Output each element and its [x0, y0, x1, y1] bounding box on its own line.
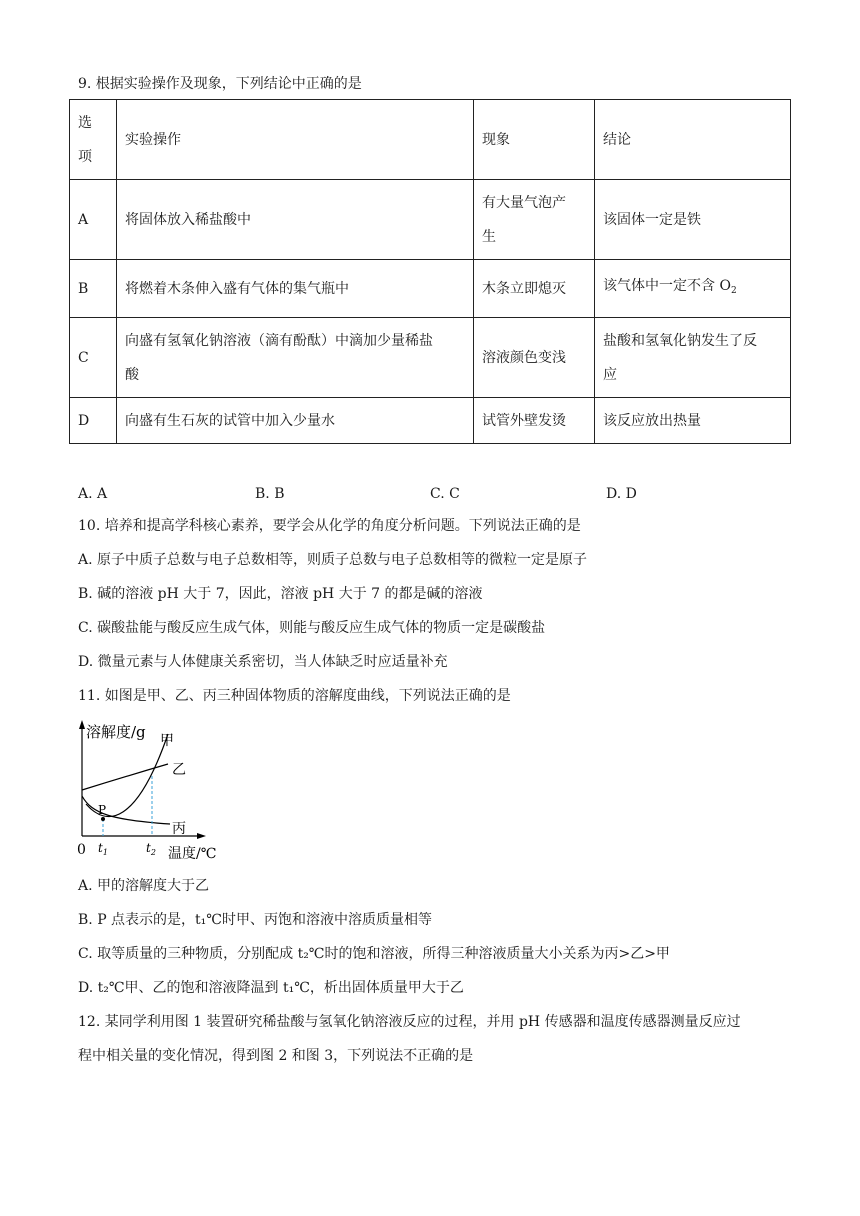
origin-label: 0 — [77, 842, 86, 858]
row-operation: 将燃着木条伸入盛有气体的集气瓶中 — [117, 260, 474, 318]
table-row — [70, 398, 791, 444]
q9-table — [69, 99, 791, 444]
q11-option-a[interactable]: A. 甲的溶解度大于乙 — [78, 878, 210, 894]
q11-option-b[interactable]: B. P 点表示的是，t₁℃时甲、丙饱和溶液中溶质质量相等 — [78, 912, 432, 928]
header-phenomenon: 现象 — [474, 100, 595, 180]
row-phenomenon: 溶液颜色变浅 — [474, 318, 595, 398]
row-operation: 将固体放入稀盐酸中 — [117, 180, 474, 260]
solubility-chart — [72, 716, 232, 866]
q11-stem: 11. 如图是甲、乙、丙三种固体物质的溶解度曲线，下列说法正确的是 — [78, 688, 511, 704]
row-conclusion: 该固体一定是铁 — [595, 180, 791, 260]
x-axis-label: 温度/℃ — [168, 846, 217, 862]
t2-label: $t_2$ — [146, 841, 156, 857]
row-phenomenon: 试管外壁发烫 — [474, 398, 595, 444]
row-conclusion: 该反应放出热量 — [595, 398, 791, 444]
q9-choice-d[interactable]: D. D — [606, 486, 637, 502]
q12-stem-line2: 程中相关量的变化情况，得到图 2 和图 3，下列说法不正确的是 — [78, 1048, 474, 1064]
curve-jia-label: 甲 — [160, 733, 174, 749]
q9-choice-b[interactable]: B. B — [255, 486, 285, 502]
point-p-label: P — [98, 803, 107, 817]
q12-stem-line1: 12. 某同学利用图 1 装置研究稀盐酸与氢氧化钠溶液反应的过程，并用 pH 传感器和温度传感器测量反应过 — [78, 1014, 741, 1030]
row-option: D — [70, 398, 117, 444]
q11-option-d[interactable]: D. t₂℃甲、乙的饱和溶液降温到 t₁℃，析出固体质量甲大于乙 — [78, 980, 464, 996]
q10-option-b[interactable]: B. 碱的溶液 pH 大于 7，因此，溶液 pH 大于 7 的都是碱的溶液 — [78, 586, 483, 602]
table-row — [70, 260, 791, 318]
y-axis-label: 溶解度/g — [86, 723, 146, 741]
row-operation: 向盛有氢氧化钠溶液（滴有酚酞）中滴加少量稀盐 酸 — [117, 318, 474, 398]
x-axis-arrow — [197, 833, 206, 839]
row-option: C — [70, 318, 117, 398]
row-option: A — [70, 180, 117, 260]
row-conclusion: 盐酸和氢氧化钠发生了反 应 — [595, 318, 791, 398]
row-option: B — [70, 260, 117, 318]
q10-option-c[interactable]: C. 碳酸盐能与酸反应生成气体，则能与酸反应生成气体的物质一定是碳酸盐 — [78, 620, 546, 636]
q10-option-d[interactable]: D. 微量元素与人体健康关系密切，当人体缺乏时应适量补充 — [78, 654, 448, 670]
t1-label: $t_1$ — [98, 841, 108, 857]
table-row — [70, 180, 791, 260]
curve-yi-label: 乙 — [172, 762, 186, 778]
header-conclusion: 结论 — [595, 100, 791, 180]
row-phenomenon: 木条立即熄灭 — [474, 260, 595, 318]
header-operation: 实验操作 — [117, 100, 474, 180]
curve-bing-label: 丙 — [172, 821, 186, 837]
y-axis-arrow — [79, 720, 85, 729]
row-conclusion: 该气体中一定不含 $O_2$ — [595, 260, 791, 318]
table-header-row — [70, 100, 791, 180]
table-row — [70, 318, 791, 398]
q9-stem: 9. 根据实验操作及现象，下列结论中正确的是 — [78, 76, 362, 92]
header-option: 选 项 — [70, 100, 117, 180]
q9-choice-c[interactable]: C. C — [430, 486, 460, 502]
q10-option-a[interactable]: A. 原子中质子总数与电子总数相等，则质子总数与电子总数相等的微粒一定是原子 — [78, 552, 588, 568]
q9-choice-a[interactable]: A. A — [78, 486, 108, 502]
row-phenomenon: 有大量气泡产 生 — [474, 180, 595, 260]
q11-option-c[interactable]: C. 取等质量的三种物质，分别配成 t₂℃时的饱和溶液，所得三种溶液质量大小关系为丙>乙>甲 — [78, 946, 670, 962]
row-operation: 向盛有生石灰的试管中加入少量水 — [117, 398, 474, 444]
point-p-dot — [101, 817, 105, 821]
q10-stem: 10. 培养和提高学科核心素养，要学会从化学的角度分析问题。下列说法正确的是 — [78, 518, 581, 534]
